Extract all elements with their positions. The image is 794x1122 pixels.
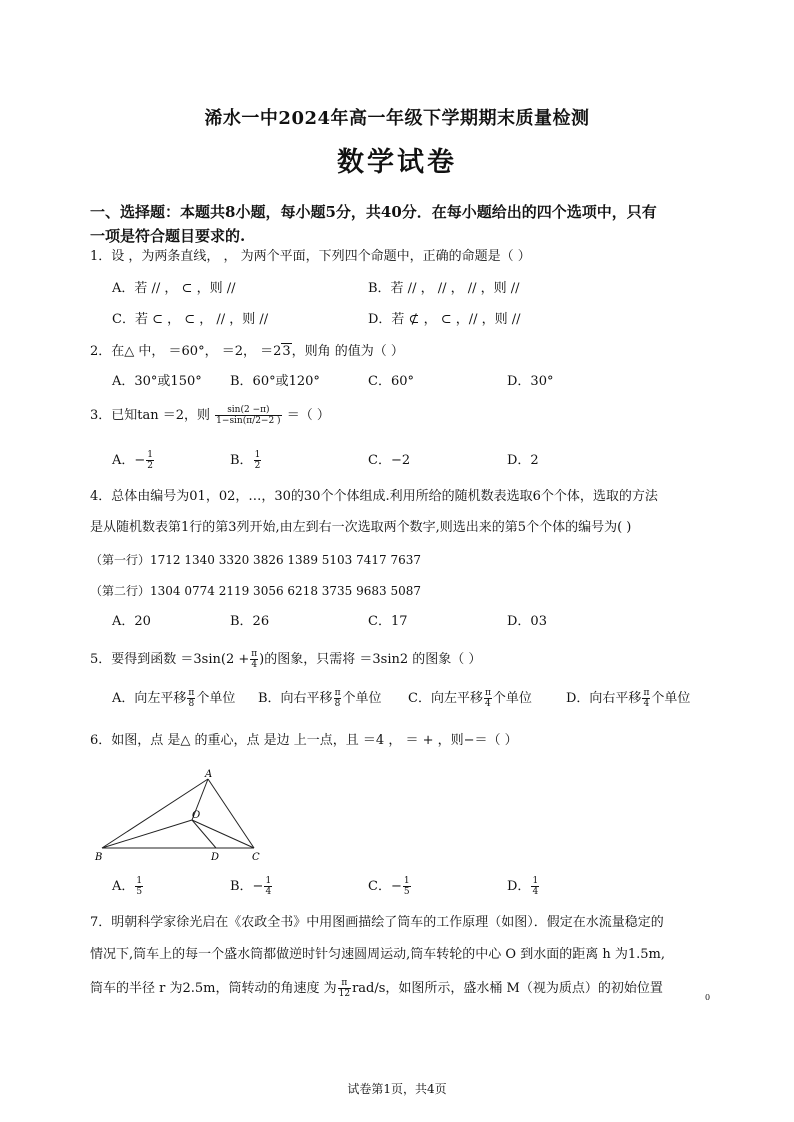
q6-option-a [112, 876, 144, 897]
q6-d-den: 4 [532, 887, 539, 897]
q7-line1: 7．明朝科学家徐光启在《农政全书》中用图画描绘了筒车的工作原理（如图）．假定在水流量稳定的 [90, 915, 664, 930]
q2-option-c: C．60° [368, 374, 414, 389]
q5-stem [90, 648, 481, 672]
q6-a-label: A． [112, 879, 135, 894]
q3-stem-b: ＝（ ） [286, 408, 330, 423]
q4-table-row2: （第二行）1304 0774 2119 3056 6218 3735 9683 5087 [90, 584, 422, 598]
q6-a-num: 1 [136, 876, 143, 886]
q2-stem [90, 343, 404, 361]
label-c: C [252, 852, 260, 863]
q7-line3 [90, 977, 663, 1001]
q6-a-frac [135, 876, 143, 897]
q1-option-a: A．若 // ， ⊂ ，则 // [112, 281, 236, 296]
q5-stem-b: )的图象，只需将 ＝3sin2 的图象（ ） [259, 652, 482, 667]
q1-option-d: D．若 ⊄ ， ⊂ ，// ，则 // [368, 312, 521, 327]
q3-stem [90, 404, 330, 428]
q5-a-num: π [188, 688, 195, 698]
q3-option-b-frac [254, 450, 262, 471]
q3-fraction [215, 405, 281, 426]
segment-od [192, 820, 216, 848]
q2-stem-b: ，则角 的值为（ ） [291, 344, 404, 359]
q5-c-den: 4 [485, 699, 491, 709]
label-a: A [205, 769, 213, 780]
q3-option-a-frac [146, 450, 154, 471]
q4-option-b: B．26 [230, 614, 270, 629]
q6-b-frac [264, 876, 272, 897]
q5-frac-den: 4 [251, 660, 258, 670]
q6-a-den: 5 [136, 887, 143, 897]
q3-stem-a: 3．已知tan ＝2，则 [90, 408, 211, 423]
q4-stem-line2: 是从随机数表第1行的第3列开始,由左到右一次选取两个数字,则选出来的第5个个体的编号为( ) [90, 520, 632, 535]
q6-option-b [230, 876, 273, 897]
q7-line3-a: 筒车的半径 r 为2.5m，筒转动的角速度 为 [90, 981, 337, 996]
q5-b-num: π [334, 688, 341, 698]
label-b: B [95, 852, 103, 863]
q5-frac [250, 649, 258, 670]
q4-stem-line1: 4．总体由编号为01，02，…，30的30个个体组成.利用所给的随机数表选取6个个体，选取的方法 [90, 489, 658, 504]
q5-a-label: A．向左平移 [112, 691, 187, 706]
q5-d-frac [642, 688, 650, 709]
q6-d-frac [531, 876, 539, 897]
q5-a-unit: 个单位 [196, 691, 236, 706]
q4-option-a: A．20 [112, 614, 151, 629]
q2-sqrt: 3 [282, 344, 291, 359]
q5-option-a [112, 688, 235, 709]
q5-option-c [408, 688, 532, 709]
q5-c-label: C．向左平移 [408, 691, 483, 706]
q1-option-b: B．若 // ， // ， // ，则 // [368, 281, 520, 296]
q5-b-label: B．向右平移 [258, 691, 333, 706]
q7-frac-num: π [338, 978, 351, 989]
q6-option-d [507, 876, 540, 897]
q7-subscript-zero: 0 [705, 993, 711, 1002]
segment-bo [102, 820, 192, 848]
q3-a-den: 2 [147, 461, 154, 471]
q7-frac-den: 12 [338, 989, 351, 999]
q6-stem: 6．如图，点 是△ 的重心，点 是边 上一点，且 ＝4 ， ＝ + ，则−＝（ ） [90, 733, 518, 748]
q6-d-num: 1 [532, 876, 539, 886]
q7-frac [338, 978, 351, 999]
q2-option-a: A．30°或150° [112, 374, 202, 389]
q5-d-label: D．向右平移 [566, 691, 642, 706]
q5-c-num: π [484, 688, 491, 698]
q5-b-frac [334, 688, 342, 709]
q5-frac-num: π [251, 649, 258, 659]
q4-option-c: C．17 [368, 614, 408, 629]
q7-line2: 情况下,筒车上的每一个盛水筒都做逆时针匀速圆周运动,筒车转轮的中心 O 到水面的距离 h 为1.5m, [90, 947, 665, 962]
q5-c-unit: 个单位 [492, 691, 532, 706]
q2-stem-a: 2．在△ 中， ＝60°， ＝2， ＝2 [90, 344, 282, 359]
page-footer: 试卷第1页，共4页 [347, 1082, 447, 1096]
q5-option-d [566, 688, 690, 709]
q5-d-num: π [643, 688, 650, 698]
q6-c-num: 1 [403, 876, 410, 886]
q3-option-b-label: B． [230, 453, 253, 468]
q6-b-label: B．− [230, 879, 264, 894]
q3-option-b [230, 450, 262, 471]
q5-c-frac [484, 688, 492, 709]
q5-b-unit: 个单位 [342, 691, 382, 706]
q2-option-b: B．60°或120° [230, 374, 320, 389]
q6-d-label: D． [507, 879, 531, 894]
exam-subtitle: 数学试卷 [337, 147, 457, 178]
q5-d-den: 4 [643, 699, 650, 709]
q6-triangle-figure [92, 768, 272, 864]
q3-option-d: D．2 [507, 453, 539, 468]
q1-option-c: C．若 ⊂ ， ⊂ ， // ，则 // [112, 312, 269, 327]
q3-option-c: C．−2 [368, 453, 411, 468]
section-heading-line1: 一、选择题：本题共8小题，每小题5分，共40分．在每小题给出的四个选项中，只有 [90, 203, 657, 221]
exam-title: 浠水一中2024年高一年级下学期期末质量检测 [204, 108, 590, 129]
q4-option-d: D．03 [507, 614, 547, 629]
q3-frac-denominator: 1−sin(π/2−2 ) [216, 416, 281, 426]
q6-b-den: 4 [265, 887, 272, 897]
q4-table-row1: （第一行）1712 1340 3320 3826 1389 5103 7417 7637 [90, 553, 422, 567]
section-heading-line2: 一项是符合题目要求的. [90, 227, 246, 245]
q6-option-c [368, 876, 412, 897]
q5-d-unit: 个单位 [651, 691, 691, 706]
q3-b-den: 2 [254, 461, 261, 471]
q3-frac-numerator: sin(2 −π) [215, 405, 281, 416]
label-d: D [211, 852, 220, 863]
q5-a-den: 8 [188, 699, 195, 709]
q1-stem: 1．设 ，为两条直线， ， 为两个平面，下列四个命题中，正确的命题是（ ） [90, 249, 531, 264]
q5-b-den: 8 [334, 699, 341, 709]
q2-option-d: D．30° [507, 374, 554, 389]
q6-b-num: 1 [265, 876, 272, 886]
q5-stem-a: 5．要得到函数 ＝3sin(2 + [90, 652, 250, 667]
q3-option-a [112, 450, 155, 471]
q5-option-b [258, 688, 382, 709]
q3-option-a-label: A．− [112, 453, 146, 468]
q3-b-num: 1 [254, 450, 261, 460]
label-o: O [192, 810, 201, 821]
section-heading [90, 200, 710, 248]
q5-a-frac [187, 688, 195, 709]
q7-line3-b: rad/s，如图所示，盛水桶 M（视为质点）的初始位置 [352, 981, 663, 996]
q6-c-den: 5 [403, 887, 410, 897]
q6-c-label: C．− [368, 879, 402, 894]
q3-a-num: 1 [147, 450, 154, 460]
q6-c-frac [403, 876, 411, 897]
